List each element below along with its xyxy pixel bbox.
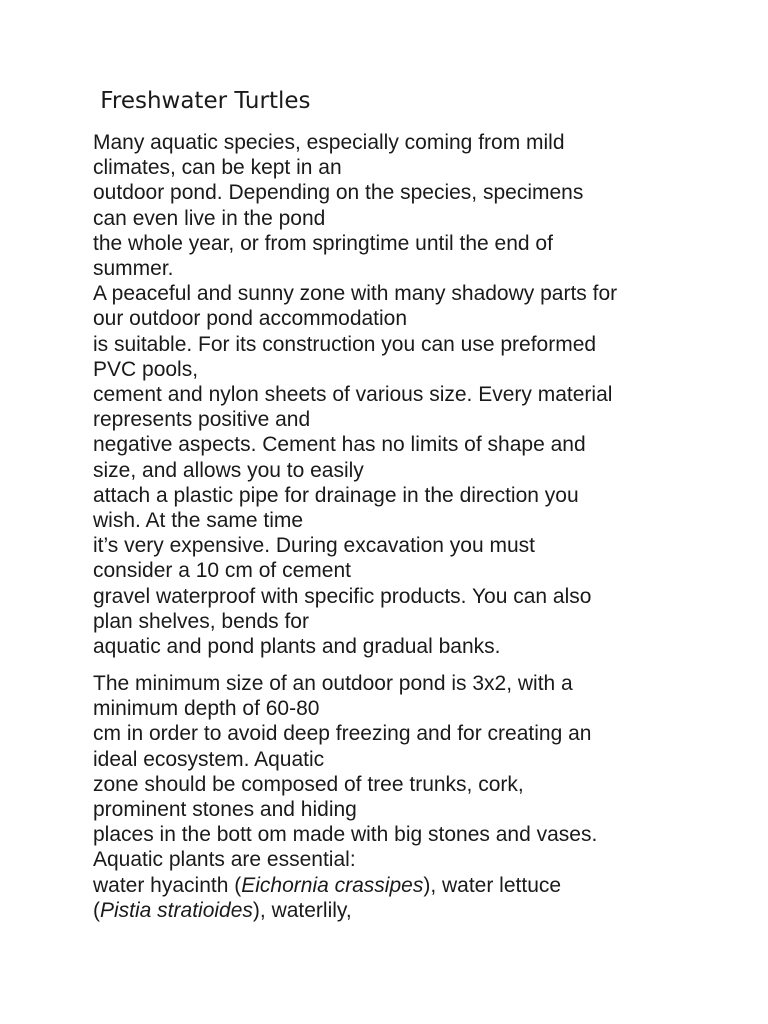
text-fragment: water hyacinth (	[93, 873, 242, 897]
text-line: minimum depth of 60-80	[93, 697, 320, 721]
text-line: outdoor pond. Depending on the species, specimens	[93, 181, 584, 205]
text-line: Many aquatic species, especially coming from mild	[93, 131, 565, 154]
text-line: gravel waterproof with specific products. You can also	[93, 584, 592, 608]
text-line: it’s very expensive. During excavation you must	[93, 534, 535, 558]
text-line: prominent stones and hiding	[93, 798, 357, 822]
text-line: wish. At the same time	[93, 509, 304, 533]
text-fragment: (	[93, 898, 100, 922]
text-fragment: ), waterlily,	[252, 898, 352, 922]
text-line: aquatic and pond plants and gradual banks.	[93, 635, 501, 659]
text-line: places in the bott om made with big stones and vases.	[93, 823, 598, 847]
paragraph-outdoor-pond	[93, 130, 733, 659]
text-line: PVC pools,	[93, 357, 199, 381]
text-line: the whole year, or from springtime until the end of	[93, 231, 553, 255]
text-fragment: ), water lettuce	[423, 873, 562, 897]
text-line: Aquatic plants are essential:	[93, 848, 356, 872]
text-line: can even live in the pond	[93, 206, 326, 230]
species-name: Eichornia crassipes	[241, 873, 424, 897]
text-line: cement and nylon sheets of various size. Every material	[93, 383, 613, 407]
text-line: cm in order to avoid deep freezing and for creating an	[93, 722, 592, 746]
text-line: represents positive and	[93, 408, 311, 432]
text-line: A peaceful and sunny zone with many shadowy parts for	[93, 282, 618, 306]
text-line: zone should be composed of tree trunks, cork,	[93, 772, 524, 796]
text-line: consider a 10 cm of cement	[93, 559, 351, 583]
text-line: our outdoor pond accommodation	[93, 307, 408, 331]
paragraph-pond-size	[93, 671, 733, 923]
document-title: Freshwater Turtles	[93, 88, 311, 114]
text-line: attach a plastic pipe for drainage in the direction you	[93, 483, 579, 507]
text-line-plants	[93, 898, 733, 923]
text-line: size, and allows you to easily	[93, 458, 364, 482]
text-line: summer.	[93, 257, 174, 281]
text-line: negative aspects. Cement has no limits of shape and	[93, 433, 586, 457]
text-line: ideal ecosystem. Aquatic	[93, 747, 325, 771]
text-line: plan shelves, bends for	[93, 609, 309, 633]
text-line: is suitable. For its construction you can use preformed	[93, 332, 597, 356]
species-name: Pistia stratioides	[100, 898, 253, 922]
text-line: The minimum size of an outdoor pond is 3x2, with a	[93, 672, 573, 695]
text-line: climates, can be kept in an	[93, 156, 342, 180]
text-line-plants	[93, 873, 733, 898]
